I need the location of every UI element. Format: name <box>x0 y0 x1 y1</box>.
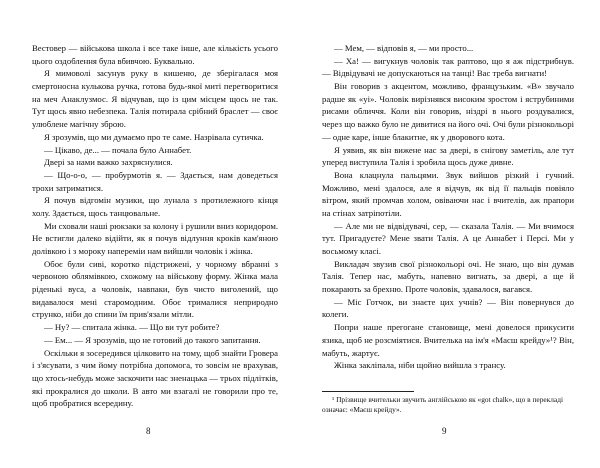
paragraph: — Цікаво, де... — почала було Аннабет. <box>44 144 192 155</box>
right-page <box>300 0 600 468</box>
paragraph: Двері за нами важко захряснулися. <box>44 157 173 168</box>
paragraph: — Але ми не відвідувачі, сер, — сказала Талія. — Ми вчимося тут. Пригадуєте? Мене звати Талія. А це Аннабет і Персі. Ми у восьмому класі. <box>322 220 574 256</box>
paragraph: — Мем, — відповів я, — ми просто... <box>334 43 474 53</box>
paragraph: Я почув відгомін музики, що лунала з протилежного кінця холу. Здається, щось танцювальне. <box>32 195 278 218</box>
paragraph: Попри наше прегогане становище, мені довелося прикусити язика, щоб не розсміятися. Вчителька на ім'я «Масш крейду»¹? Він, мабуть, жартує. <box>322 322 574 358</box>
paragraph: Він говорив з акцентом, можливо, французьким. «В» звучало радше як «уі». Чоловік вирізнявся високим зростом і яструбиними рисами обличчя. Коли він говорив, ніздрі в нього роздувалися, через що важко було не дивитися на його очі. Очі були різнокольорі — одне каре, інше блакитне, як у дворового кота. <box>322 81 574 142</box>
paragraph: Я уявив, як він вижене нас за двері, в снігову заметіль, але тут уперед виступила Талія і зробила щось дуже дивне. <box>322 144 574 168</box>
paragraph: Оскільки я зосередився цілковито на тому, щоб знайти Гровера і з'ясувати, з чим йому потрібна допомога, то зовсім не врахував, що хтось-небудь може заскочити нас зненацька — трьох підлітків, які прокралися до школи. В авто ми взагалі не говорили про те, щоб пробратися всередину. <box>32 347 278 409</box>
page-number-left: 8 <box>146 426 151 436</box>
paragraph: Ми сховали наші рюкзаки за колону і рушили вниз коридором. Не встигли далеко відійти, як я почув відлуння кроків кам'яною долівкою і з мороку напереміи нам вийшли чоловік і жінка. <box>32 220 278 256</box>
paragraph: Обоє були сиві, коротко підстрижені, у чорному вбранні з червоною облямівкою, схожому на військову форму. Жінка мала ріденькі вуса, а чоловік, навпаки, був чисто виголений, що видавалося мені старомодним. Обоє трималися неприродно струнко, ніби до спини їм прив'язали мітли. <box>32 258 278 320</box>
paragraph: Вона клацнула пальцями. Звук вийшов різкий і гучний. Можливо, мені здалося, але я відчув, як від її пальців повіяло вітром, який промчав холом, овіваючи нас і вчителів, аж прапори на стінах затріпотіли. <box>322 169 574 218</box>
footnote-divider <box>322 391 414 392</box>
paragraph: — Що-о-о, — пробурмотів я. — Здається, нам доведеться трохи затриматися. <box>32 169 278 193</box>
footnote-text: ¹ Прізвище вчительки звучить англійською як «got chalk», що в перекладі означає: «Маєш крейду». <box>322 395 564 414</box>
paragraph: — Міс Готчок, ви знаєте цих учнів? — Він повернувся до колеги. <box>322 296 574 320</box>
paragraph: — Ем... — Я зрозумів, що не готовий до такого запитання. <box>44 334 261 345</box>
paragraph: Вестовер — військова школа і все таке інше, але кількість уcього цього оздоблення була вбивчою. Буквально. <box>32 43 278 66</box>
paragraph: — Ну? — спитала жінка. — Що ви тут робите? <box>44 322 220 333</box>
left-page-body <box>32 42 278 410</box>
footnote <box>322 395 574 414</box>
paragraph: Викладач звузив свої різнокольорі очі. Не знаю, що він думав Талія. Тепер нас, мабуть, напевно вигнать, за двері, а ще й покарають за брехню. Проте чоловік, здавалося, вагався. <box>322 258 574 295</box>
paragraph: Жінка закліпала, ніби щойно вийшла з трансу. <box>334 360 506 371</box>
right-page-body <box>322 42 574 372</box>
page-number-right: 9 <box>442 426 447 436</box>
paragraph: Я мимоволі засунув руку в кишеню, де зберігалася моя смертоносна кулькова ручка, готова будь-якої миті перетворитися на меч Анаклузмос. Я відчував, що із цим місцем щось не так. Тут щось явно небезпека. Талія потирала срібний браслет — своє улюблене магічну зброю. <box>32 68 278 130</box>
paragraph: — Ха! — вигукнув чоловік так раптово, що я аж підстрибнув. — Відвідувачі не допускаються на танці! Вас треба вигнати! <box>322 55 574 79</box>
paragraph: Я зрозумів, що ми думаємо про те саме. Назрівала сутичка. <box>44 131 264 142</box>
